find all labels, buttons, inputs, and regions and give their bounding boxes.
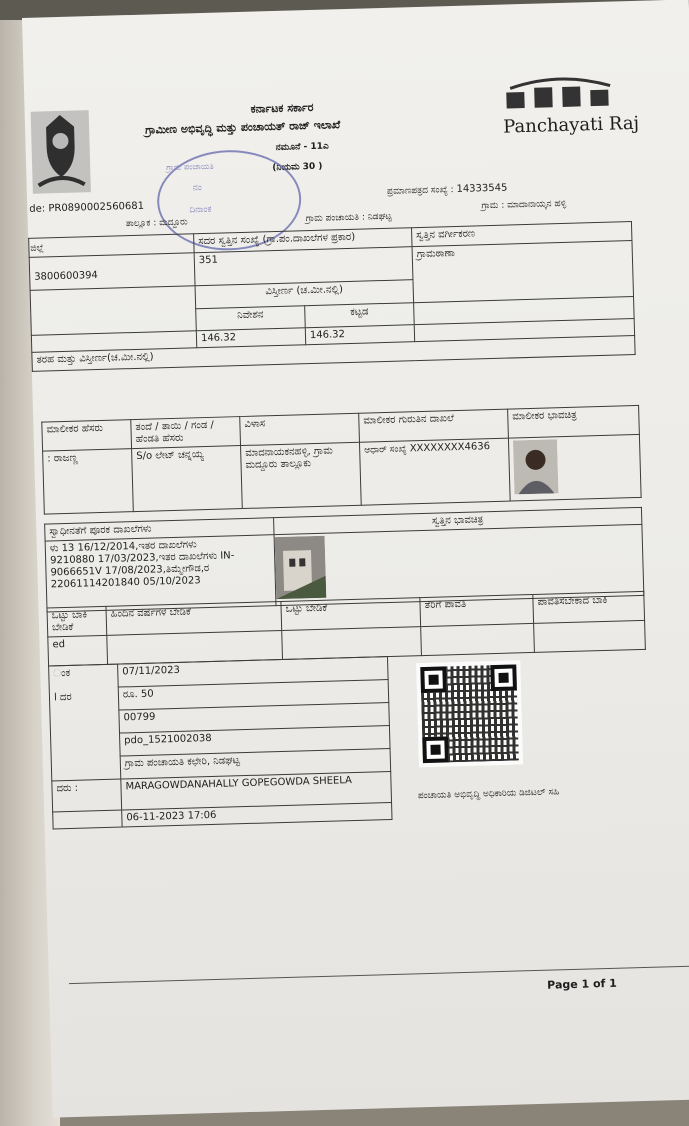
- owner-photo-cell: [508, 434, 641, 501]
- owner-table: [41, 405, 641, 515]
- signed-at: 06-11-2023 17:06: [122, 802, 392, 827]
- certificate-page: [22, 0, 689, 1118]
- logo-text: Panchayati Raj: [502, 112, 640, 138]
- tax-left-header-text: ಬಾಕಿ ಬೇಡಿಕೆ: [51, 609, 88, 634]
- seal-ring-text: ಗ್ರಾಮ ಪಂಚಾಯತಿ: [166, 161, 214, 173]
- property-photo-icon: [275, 536, 327, 599]
- department-title: ಗ್ರಾಮೀಣ ಅಭಿವೃದ್ಧಿ ಮತ್ತು ಪಂಚಾಯತ್ ರಾಜ್ ಇಲಾಖೆ: [144, 118, 341, 137]
- certificate-number-value: 14333545: [456, 182, 508, 195]
- signer-label: ದರು :: [52, 779, 122, 812]
- receipt-labels: [49, 664, 121, 781]
- documents-list: [45, 535, 276, 612]
- left-id-value: 3800600394: [34, 269, 98, 283]
- receipt-label: ಂಕ: [53, 667, 71, 680]
- qr-finder-icon: [422, 736, 449, 763]
- owner-name: : ರಾಜಣ್ಣ: [43, 449, 134, 514]
- seal-line-2: ದಿನಾಂಕ: [189, 204, 212, 216]
- digital-signature-label: ಪಂಚಾಯತಿ ಅಭಿವೃದ್ಧಿ ಅಧಿಕಾರಿಯ ಡಿಜಿಟಲ್ ಸಹಿ: [417, 787, 560, 802]
- certificate-number-label: ಪ್ರಮಾಣಪತ್ರದ ಸಂಖ್ಯೆ :: [386, 185, 454, 197]
- document-code-value: PR0890002560681: [48, 200, 145, 215]
- property-table: [28, 221, 636, 372]
- relation-header: ತಂದೆ / ತಾಯಿ / ಗಂಡ / ಹೆಂಡತಿ ಹೆಸರು: [131, 417, 241, 449]
- document-line: ಳು 13 16/12/2014,ಇತರ ದಾಖಲೆಗಳು: [49, 539, 197, 555]
- qr-finder-icon: [490, 664, 517, 691]
- site-area: 146.32: [196, 328, 305, 348]
- boundary-label: ತರಹ ಮತ್ತು ವಿಸ್ತೀರ್ಣ(ಚ.ಮೀ.ನಲ್ಲಿ): [32, 336, 635, 372]
- category-value: ಗ್ರಾಮಠಾಣಾ: [412, 241, 633, 303]
- category-header: ಸ್ವತ್ತಿನ ವರ್ಗೀಕರಣ: [412, 222, 632, 247]
- site-label: ನಿವೇಶನ: [196, 305, 306, 331]
- owner-id-value: XXXXXXXX4636: [409, 441, 491, 455]
- document-code: [29, 201, 144, 216]
- gram-panchayat-label: ಗ್ರಾಮ ಪಂಚಾಯತಿ : ನಿಡಘಟ್ಟ: [305, 211, 392, 225]
- tax-row-left: ed: [48, 635, 108, 666]
- tax-paid-header: ತೆರಿಗೆ ಪಾವತಿ: [420, 594, 534, 626]
- owner-id: [359, 438, 510, 505]
- building-area: 146.32: [305, 325, 414, 345]
- area-header: ವಿಸ್ತೀರ್ಣ (ಚ.ಮೀ.ನಲ್ಲಿ): [195, 280, 414, 309]
- document-code-label: de:: [29, 203, 46, 215]
- survey-number-header: ಸದರ ಸ್ವತ್ತಿನ ಸಂಖ್ಯೆ (ಗ್ರಾ.ಪಂ.ದಾಖಲೆಗಳ ಪ್ರಕಾರ): [194, 228, 412, 253]
- panchayati-raj-logo-icon: [500, 71, 621, 114]
- page-number: Page 1 of 1: [547, 976, 618, 992]
- receipt-table: [48, 656, 392, 829]
- building-label: ಕಟ್ಟಡ: [305, 302, 415, 328]
- receipt-office: ಗ್ರಾಮ ಪಂಚಾಯತಿ ಕಛೇರಿ, ನಿಡಘಟ್ಟ: [120, 749, 391, 780]
- relation-name: S/o ಲೇಟ್ ಚನ್ನಯ್ಯ: [132, 446, 243, 512]
- total-demand-header: ಒಟ್ಟು ಬೇಡಿಕೆ: [281, 598, 421, 631]
- certificate-number: [387, 183, 508, 198]
- qr-finder-icon: [420, 666, 447, 693]
- document-line: 22061114201840 05/10/2023: [50, 575, 201, 591]
- form-number: ನಮೂನೆ - 11ಎ: [275, 141, 329, 153]
- receipt-fee: ರೂ. 50: [118, 680, 389, 711]
- signer-name: MARAGOWDANAHALLY GOPEGOWDA SHEELA: [121, 771, 392, 810]
- seal-line-1: ನಂ: [192, 183, 202, 194]
- tax-left-header-total: ಒಟ್ಟು: [51, 609, 70, 622]
- documents-header: ಸ್ವಾಧೀನತೆಗೆ ಪೂರಕ ದಾಖಲೆಗಳು: [45, 518, 274, 541]
- balance-due-header: ಪಾವತಿಸಬೇಕಾದ ಬಾಕಿ: [533, 591, 645, 623]
- document-line: 9210880 17/03/2023,ಇತರ ದಾಖಲೆಗಳು IN-: [50, 550, 235, 567]
- previous-years-header: ಹಿಂದಿನ ವರ್ಷಗಳ ಬೇಡಿಕೆ: [106, 601, 282, 635]
- left-id: [29, 253, 195, 291]
- receipt-label: l ದರ: [53, 691, 72, 704]
- owner-photo-icon: [513, 439, 558, 494]
- address-header: ವಿಳಾಸ: [240, 413, 360, 445]
- receipt-operator: pdo_1521002038: [120, 726, 391, 757]
- tax-left-header: [47, 606, 107, 637]
- id-document-header: ಮಾಲೀಕರ ಗುರುತಿನ ದಾಖಲೆ: [359, 409, 509, 442]
- property-photo-header: ಸ್ವತ್ತಿನ ಭಾವಚಿತ್ರ: [274, 507, 642, 534]
- owner-id-label: ಆಧಾರ್ ಸಂಖ್ಯೆ: [364, 444, 407, 456]
- owner-address: ಮಾದನಾಯಕನಹಳ್ಳಿ, ಗ್ರಾಮ ಮದ್ದೂರು ತಾಲ್ಲೂಕು: [241, 442, 362, 508]
- receipt-number: 00799: [119, 703, 390, 734]
- qr-code: [416, 660, 523, 767]
- village-label: ಗ್ರಾಮ : ಮಾದಾನಾಯ್ಕನ ಹಳ್ಳಿ: [481, 198, 567, 212]
- owner-name-header: ಮಾಲೀಕರ ಹೆಸರು: [42, 420, 132, 451]
- survey-number: 351: [194, 247, 413, 286]
- district-label: ಜಿಲ್ಲೆ: [30, 243, 44, 254]
- state-title: ಕರ್ನಾಟಕ ಸರ್ಕಾರ: [250, 100, 314, 116]
- karnataka-emblem-icon: [28, 104, 93, 198]
- owner-photo-header: ಮಾಲೀಕರ ಭಾವಚಿತ್ರ: [508, 405, 640, 438]
- taluk-label: ತಾಲ್ಲೂಕ : ಮದ್ದೂರು: [125, 217, 188, 230]
- receipt-date: 07/11/2023: [118, 657, 389, 688]
- rule-number: (ನಿಯಮ 30 ): [272, 161, 323, 174]
- document-line: 9066651V 17/08/2023,ತಿಮ್ಮೇಗೌಡ,ರ: [50, 562, 210, 579]
